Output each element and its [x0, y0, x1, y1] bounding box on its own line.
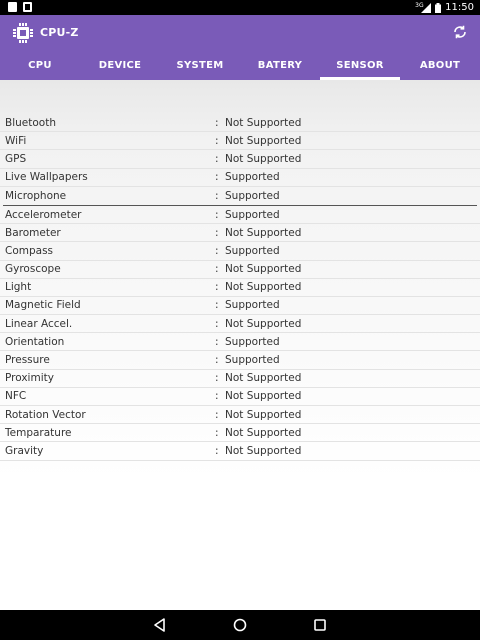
row-label: Compass [5, 244, 54, 257]
list-item [0, 351, 480, 369]
list-item [0, 442, 480, 460]
row-colon: : [215, 134, 219, 147]
tab-system[interactable]: SYSTEM [176, 60, 224, 71]
row-label: Proximity [5, 372, 54, 385]
row-colon: : [215, 152, 219, 165]
row-label: NFC [5, 390, 27, 403]
list-item [0, 114, 480, 132]
row-label: Linear Accel. [5, 317, 73, 330]
row-colon: : [215, 390, 219, 403]
row-value: Supported [225, 244, 280, 257]
row-label: Temparature [5, 426, 72, 439]
row-label: Light [5, 281, 32, 294]
row-colon: : [215, 281, 219, 294]
signal-icon [415, 1, 431, 13]
row-value: Not Supported [225, 408, 302, 421]
row-value: Not Supported [225, 372, 302, 385]
row-label: WiFi [5, 134, 27, 147]
list-item [0, 388, 480, 406]
list-item [0, 206, 480, 224]
list-item [0, 315, 480, 333]
row-value: Supported [225, 299, 280, 312]
notification-icons [8, 2, 32, 12]
recents-icon[interactable] [312, 617, 328, 633]
tab-cpu[interactable]: CPU [28, 60, 52, 71]
row-colon: : [215, 354, 219, 367]
notification-icon [23, 2, 32, 12]
list-item [0, 150, 480, 168]
tab-battery[interactable]: BATERY [257, 60, 303, 71]
row-colon: : [215, 335, 219, 348]
row-label: Accelerometer [5, 208, 82, 221]
tab-bar [0, 53, 480, 80]
row-colon: : [215, 317, 219, 330]
notification-icon [8, 2, 17, 12]
row-value: Supported [225, 171, 280, 184]
tab-sensor[interactable]: SENSOR [320, 53, 400, 80]
row-value: Supported [225, 335, 280, 348]
row-label: Gravity [5, 444, 44, 457]
app-bar [0, 15, 480, 80]
chip-icon [12, 22, 34, 44]
row-colon: : [215, 244, 219, 257]
row-label: Live Wallpapers [5, 171, 88, 184]
row-colon: : [215, 189, 219, 202]
list-item [0, 224, 480, 242]
list-item [0, 132, 480, 150]
row-colon: : [215, 226, 219, 239]
list-item [0, 406, 480, 424]
refresh-icon[interactable] [452, 24, 468, 40]
row-value: Not Supported [225, 426, 302, 439]
row-label: Rotation Vector [5, 408, 86, 421]
row-value: Not Supported [225, 263, 302, 276]
row-colon: : [215, 444, 219, 457]
row-colon: : [215, 372, 219, 385]
row-colon: : [215, 208, 219, 221]
list-item [0, 424, 480, 442]
row-value: Not Supported [225, 134, 302, 147]
battery-icon [435, 3, 441, 13]
row-value: Not Supported [225, 116, 302, 129]
back-icon[interactable] [152, 617, 168, 633]
row-label: Barometer [5, 226, 61, 239]
row-value: Not Supported [225, 444, 302, 457]
sensor-content[interactable] [0, 80, 480, 610]
list-item [0, 187, 480, 205]
row-value: Supported [225, 354, 280, 367]
status-bar [0, 0, 480, 15]
tab-device[interactable]: DEVICE [98, 60, 142, 71]
row-value: Not Supported [225, 152, 302, 165]
row-label: Microphone [5, 189, 67, 202]
row-value: Supported [225, 208, 280, 221]
row-label: Gyroscope [5, 263, 61, 276]
row-colon: : [215, 426, 219, 439]
list-item [0, 242, 480, 260]
row-value: Not Supported [225, 226, 302, 239]
list-item [0, 370, 480, 388]
row-label: GPS [5, 152, 27, 165]
row-value: Not Supported [225, 390, 302, 403]
list-item [0, 279, 480, 297]
row-colon: : [215, 171, 219, 184]
row-value: Not Supported [225, 317, 302, 330]
sensor-list [0, 114, 480, 461]
row-label: Orientation [5, 335, 65, 348]
network-type: 3G [415, 1, 424, 9]
list-item [0, 297, 480, 315]
app-title: CPU-Z [40, 26, 79, 39]
list-item [0, 169, 480, 187]
row-label: Pressure [5, 354, 50, 367]
clock: 11:50 [445, 2, 474, 13]
row-colon: : [215, 116, 219, 129]
navigation-bar [0, 610, 480, 640]
row-value: Not Supported [225, 281, 302, 294]
tab-about[interactable]: ABOUT [419, 60, 461, 71]
row-colon: : [215, 263, 219, 276]
list-item [0, 261, 480, 279]
home-icon[interactable] [232, 617, 248, 633]
row-label: Magnetic Field [5, 299, 81, 312]
list-item [0, 333, 480, 351]
row-value: Supported [225, 189, 280, 202]
row-colon: : [215, 299, 219, 312]
row-colon: : [215, 408, 219, 421]
row-label: Bluetooth [5, 116, 56, 129]
